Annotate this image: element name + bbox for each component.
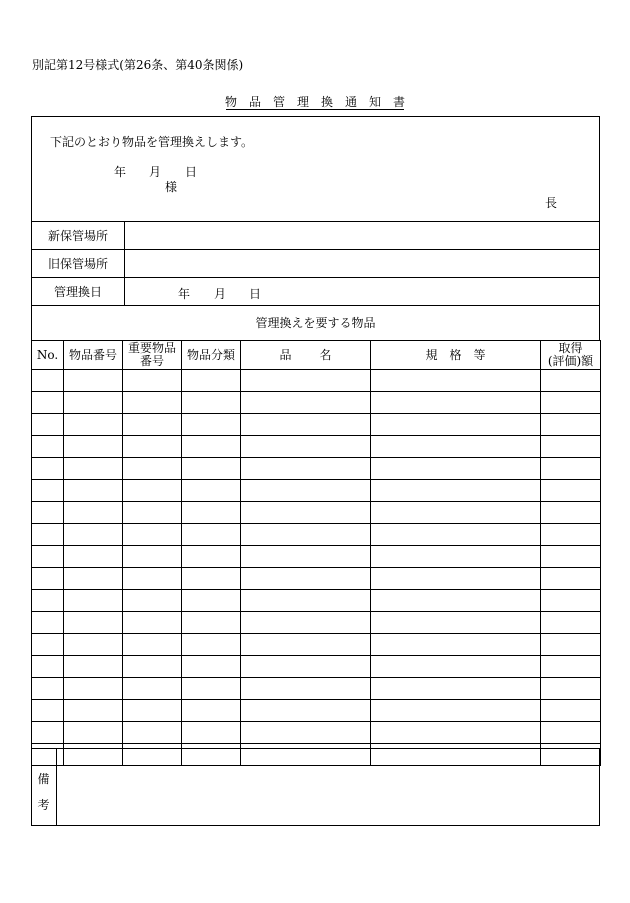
date-day: 日	[185, 165, 198, 179]
items-header-row	[32, 341, 601, 370]
col-spec-char3: 等	[473, 347, 486, 362]
table-row	[32, 524, 601, 546]
cell[interactable]	[371, 480, 541, 502]
cell[interactable]	[64, 436, 123, 458]
cell[interactable]	[241, 524, 371, 546]
table-row	[32, 480, 601, 502]
cell[interactable]	[371, 392, 541, 414]
table-row	[32, 546, 601, 568]
remarks-label	[31, 766, 56, 818]
cell[interactable]	[241, 502, 371, 524]
cell[interactable]	[32, 656, 64, 678]
title-char: 品	[248, 95, 261, 109]
recipient-suffix: 様	[165, 180, 178, 194]
cell[interactable]	[64, 524, 123, 546]
cell[interactable]	[371, 678, 541, 700]
cell[interactable]	[241, 590, 371, 612]
transfer-month: 月	[214, 287, 227, 301]
cell[interactable]	[182, 458, 241, 480]
cell[interactable]	[123, 612, 182, 634]
cell[interactable]	[241, 612, 371, 634]
col-spec-char1: 規	[425, 347, 438, 362]
cell[interactable]	[32, 568, 64, 590]
cell[interactable]	[182, 700, 241, 722]
col-item-no: 物品番号	[64, 341, 123, 370]
col-name-char1: 品	[279, 347, 292, 362]
cell[interactable]	[182, 370, 241, 392]
cell[interactable]	[123, 458, 182, 480]
cell[interactable]	[182, 502, 241, 524]
cell[interactable]	[541, 568, 601, 590]
cell[interactable]	[371, 590, 541, 612]
cell[interactable]	[64, 480, 123, 502]
title-char: 物	[224, 95, 237, 109]
cell[interactable]	[64, 612, 123, 634]
new-location-label: 新保管場所	[32, 222, 125, 250]
cell[interactable]	[371, 568, 541, 590]
cell[interactable]	[32, 458, 64, 480]
cell[interactable]	[32, 546, 64, 568]
cell[interactable]	[541, 524, 601, 546]
section-title: 管理換えを要する物品	[31, 305, 600, 341]
cell[interactable]	[241, 436, 371, 458]
cell[interactable]	[241, 458, 371, 480]
col-spec	[371, 341, 541, 370]
transfer-info-table	[31, 221, 600, 306]
col-value	[541, 341, 601, 370]
cell[interactable]	[371, 370, 541, 392]
cell[interactable]	[371, 612, 541, 634]
items-body	[32, 370, 601, 766]
cell[interactable]	[371, 458, 541, 480]
cell[interactable]	[541, 458, 601, 480]
col-name	[241, 341, 371, 370]
cell[interactable]	[64, 458, 123, 480]
table-row	[32, 502, 601, 524]
cell[interactable]	[371, 722, 541, 744]
cell[interactable]	[182, 568, 241, 590]
remarks-char1: 備	[37, 772, 50, 786]
cell[interactable]	[541, 634, 601, 656]
cell[interactable]	[182, 480, 241, 502]
cell[interactable]	[64, 634, 123, 656]
cell[interactable]	[32, 392, 64, 414]
title-char: 通	[345, 95, 358, 109]
cell[interactable]	[32, 524, 64, 546]
title-underline	[226, 109, 404, 110]
cell[interactable]	[123, 546, 182, 568]
cell[interactable]	[32, 436, 64, 458]
cell[interactable]	[541, 700, 601, 722]
cell[interactable]	[371, 436, 541, 458]
cell[interactable]	[541, 392, 601, 414]
cell[interactable]	[123, 634, 182, 656]
cell[interactable]	[371, 524, 541, 546]
cell[interactable]	[32, 370, 64, 392]
cell[interactable]	[64, 414, 123, 436]
transfer-date-row	[32, 278, 600, 306]
table-row	[32, 656, 601, 678]
cell[interactable]	[182, 612, 241, 634]
old-location-label: 旧保管場所	[32, 250, 125, 278]
cell[interactable]	[241, 414, 371, 436]
cell[interactable]	[64, 546, 123, 568]
cell[interactable]	[32, 612, 64, 634]
cell[interactable]	[123, 370, 182, 392]
cell[interactable]	[241, 480, 371, 502]
table-row	[32, 568, 601, 590]
cell[interactable]	[64, 678, 123, 700]
table-row	[32, 458, 601, 480]
cell[interactable]	[64, 502, 123, 524]
cell[interactable]	[123, 436, 182, 458]
cell[interactable]	[541, 590, 601, 612]
cell[interactable]	[123, 722, 182, 744]
cell[interactable]	[541, 436, 601, 458]
table-row	[32, 678, 601, 700]
cell[interactable]	[241, 700, 371, 722]
date-month: 月	[149, 165, 162, 179]
transfer-year: 年	[178, 287, 191, 301]
cell[interactable]	[541, 502, 601, 524]
cell[interactable]	[541, 656, 601, 678]
cell[interactable]	[64, 700, 123, 722]
cell[interactable]	[541, 414, 601, 436]
cell[interactable]	[32, 678, 64, 700]
col-value-line1: 取得	[558, 341, 583, 355]
cell[interactable]	[541, 546, 601, 568]
cell[interactable]	[123, 678, 182, 700]
items-table	[31, 340, 601, 766]
col-value-line2: (評価)額	[547, 354, 594, 368]
form-reference: 別記第12号様式(第26条、第40条関係)	[32, 58, 244, 72]
cell[interactable]	[123, 656, 182, 678]
cell[interactable]	[123, 590, 182, 612]
title-char: 知	[369, 95, 382, 109]
cell[interactable]	[32, 634, 64, 656]
table-row	[32, 370, 601, 392]
cell[interactable]	[123, 480, 182, 502]
cell[interactable]	[182, 436, 241, 458]
col-important-line1: 重要物品	[127, 341, 176, 355]
col-important-line2: 番号	[139, 354, 164, 368]
cell[interactable]	[241, 722, 371, 744]
old-location-row	[32, 250, 600, 278]
cell[interactable]	[182, 524, 241, 546]
title-char: 換	[321, 95, 334, 109]
table-row	[32, 722, 601, 744]
cell[interactable]	[123, 700, 182, 722]
cell[interactable]	[32, 722, 64, 744]
cell[interactable]	[541, 722, 601, 744]
cell[interactable]	[241, 634, 371, 656]
cell[interactable]	[371, 414, 541, 436]
cell[interactable]	[241, 546, 371, 568]
cell[interactable]	[64, 370, 123, 392]
col-category: 物品分類	[182, 341, 241, 370]
cell[interactable]	[541, 678, 601, 700]
cell[interactable]	[32, 480, 64, 502]
title-char: 管	[272, 95, 285, 109]
cell[interactable]	[64, 656, 123, 678]
cell[interactable]	[123, 414, 182, 436]
cell[interactable]	[64, 568, 123, 590]
cell[interactable]	[182, 634, 241, 656]
cell[interactable]	[182, 392, 241, 414]
cell[interactable]	[371, 634, 541, 656]
cell[interactable]	[241, 568, 371, 590]
cell[interactable]	[64, 392, 123, 414]
table-row	[32, 392, 601, 414]
remarks-char2: 考	[37, 798, 50, 812]
old-location-value[interactable]	[125, 250, 600, 278]
new-location-row	[32, 222, 600, 250]
cell[interactable]	[182, 678, 241, 700]
table-row	[32, 700, 601, 722]
table-row	[32, 590, 601, 612]
cell[interactable]	[371, 656, 541, 678]
document-title	[0, 93, 630, 110]
col-spec-char2: 格	[449, 347, 462, 362]
cell[interactable]	[182, 722, 241, 744]
col-important-no	[123, 341, 182, 370]
cell[interactable]	[371, 502, 541, 524]
cell[interactable]	[32, 590, 64, 612]
cell[interactable]	[241, 370, 371, 392]
cell[interactable]	[182, 546, 241, 568]
cell[interactable]	[371, 546, 541, 568]
cell[interactable]	[123, 568, 182, 590]
cell[interactable]	[241, 678, 371, 700]
cell[interactable]	[123, 524, 182, 546]
col-no: No.	[32, 341, 64, 370]
table-row	[32, 414, 601, 436]
title-char: 理	[296, 95, 309, 109]
title-char: 書	[393, 95, 406, 109]
transfer-day: 日	[249, 287, 262, 301]
table-row	[32, 612, 601, 634]
table-row	[32, 634, 601, 656]
cell[interactable]	[371, 700, 541, 722]
cell[interactable]	[32, 414, 64, 436]
cell[interactable]	[541, 370, 601, 392]
sender-title: 長	[545, 196, 558, 210]
cell[interactable]	[64, 590, 123, 612]
cell[interactable]	[182, 656, 241, 678]
transfer-date-label: 管理換日	[32, 278, 125, 306]
cell[interactable]	[241, 656, 371, 678]
cell[interactable]	[123, 392, 182, 414]
remarks-divider	[56, 748, 57, 826]
cell[interactable]	[32, 700, 64, 722]
cell[interactable]	[64, 722, 123, 744]
cell[interactable]	[123, 502, 182, 524]
intro-text: 下記のとおり物品を管理換えします。	[50, 135, 254, 149]
table-row	[32, 436, 601, 458]
transfer-date-value[interactable]	[125, 278, 600, 306]
cell[interactable]	[541, 612, 601, 634]
new-location-value[interactable]	[125, 222, 600, 250]
cell[interactable]	[182, 414, 241, 436]
cell[interactable]	[182, 590, 241, 612]
cell[interactable]	[32, 502, 64, 524]
cell[interactable]	[541, 480, 601, 502]
remarks-box[interactable]	[31, 748, 600, 826]
date-year: 年	[114, 165, 127, 179]
col-name-char2: 名	[319, 347, 332, 362]
cell[interactable]	[241, 392, 371, 414]
